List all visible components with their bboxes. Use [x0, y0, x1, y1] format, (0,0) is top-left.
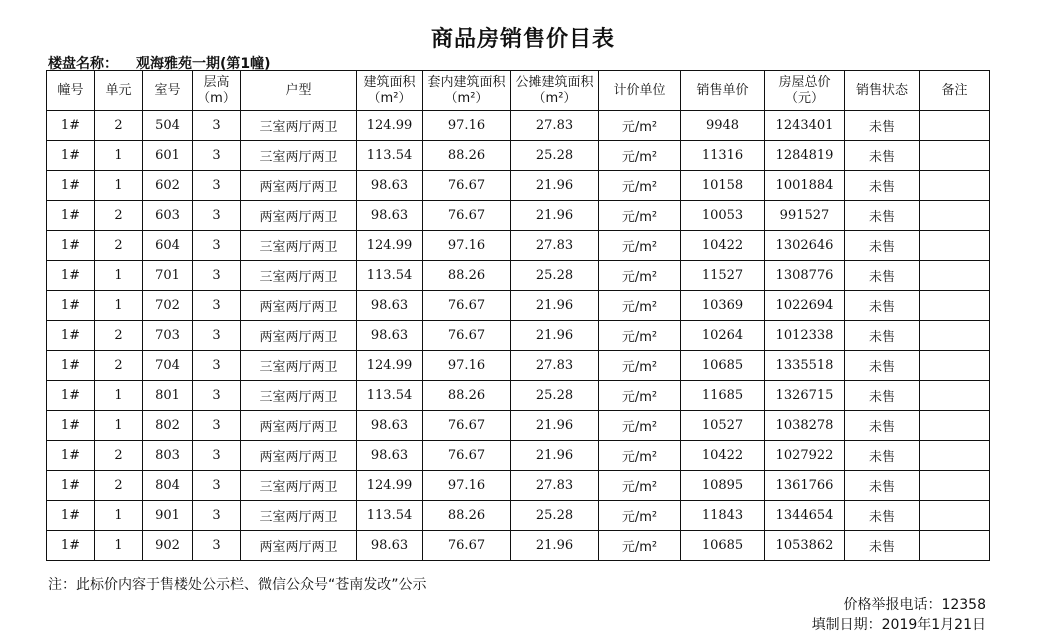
cell-shared-area: 25.28: [511, 381, 599, 411]
cell-shared-area: 25.28: [511, 141, 599, 171]
cell-building: 1#: [47, 111, 95, 141]
cell-inner-area: 76.67: [423, 441, 511, 471]
cell-building-area: 113.54: [357, 501, 423, 531]
cell-room: 803: [143, 441, 193, 471]
cell-total-price: 1284819: [765, 141, 845, 171]
table-row: [47, 501, 990, 531]
project-label: 楼盘名称：: [48, 56, 118, 72]
cell-floor-height: 3: [193, 321, 241, 351]
cell-price-unit: 元/m²: [599, 351, 681, 381]
cell-building: 1#: [47, 141, 95, 171]
cell-layout: 三室两厅两卫: [241, 141, 357, 171]
cell-price-unit: 元/m²: [599, 201, 681, 231]
cell-inner-area: 97.16: [423, 351, 511, 381]
cell-price-unit: 元/m²: [599, 501, 681, 531]
col-shared-area: 公摊建筑面积（m²）: [511, 71, 599, 111]
project-name: 观海雅苑一期(第1幢): [136, 56, 271, 72]
cell-shared-area: 21.96: [511, 321, 599, 351]
cell-room: 504: [143, 111, 193, 141]
cell-remarks: [920, 141, 990, 171]
cell-floor-height: 3: [193, 381, 241, 411]
cell-sale-status: 未售: [845, 381, 920, 411]
cell-price-unit: 元/m²: [599, 291, 681, 321]
cell-building-area: 113.54: [357, 261, 423, 291]
cell-sale-status: 未售: [845, 351, 920, 381]
table-row: [47, 141, 990, 171]
cell-sale-status: 未售: [845, 411, 920, 441]
cell-building: 1#: [47, 531, 95, 561]
table-row: [47, 351, 990, 381]
cell-floor-height: 3: [193, 501, 241, 531]
cell-shared-area: 21.96: [511, 291, 599, 321]
cell-inner-area: 88.26: [423, 261, 511, 291]
table-row: [47, 321, 990, 351]
cell-inner-area: 97.16: [423, 111, 511, 141]
cell-price-unit: 元/m²: [599, 531, 681, 561]
cell-price-unit: 元/m²: [599, 141, 681, 171]
cell-layout: 三室两厅两卫: [241, 231, 357, 261]
cell-unit-price: 11685: [681, 381, 765, 411]
cell-price-unit: 元/m²: [599, 321, 681, 351]
cell-unit: 2: [95, 351, 143, 381]
cell-room: 703: [143, 321, 193, 351]
cell-inner-area: 76.67: [423, 411, 511, 441]
cell-price-unit: 元/m²: [599, 171, 681, 201]
cell-unit-price: 10685: [681, 351, 765, 381]
cell-price-unit: 元/m²: [599, 411, 681, 441]
cell-shared-area: 27.83: [511, 231, 599, 261]
cell-unit-price: 10527: [681, 411, 765, 441]
cell-building-area: 124.99: [357, 351, 423, 381]
cell-room: 603: [143, 201, 193, 231]
cell-room: 802: [143, 411, 193, 441]
cell-floor-height: 3: [193, 351, 241, 381]
cell-building: 1#: [47, 411, 95, 441]
cell-layout: 两室两厅两卫: [241, 321, 357, 351]
cell-building: 1#: [47, 321, 95, 351]
cell-unit: 1: [95, 411, 143, 441]
cell-building: 1#: [47, 201, 95, 231]
table-row: [47, 231, 990, 261]
cell-room: 704: [143, 351, 193, 381]
cell-unit-price: 9948: [681, 111, 765, 141]
cell-unit: 2: [95, 441, 143, 471]
cell-building-area: 98.63: [357, 171, 423, 201]
cell-unit: 1: [95, 501, 143, 531]
cell-shared-area: 21.96: [511, 411, 599, 441]
table-row: [47, 471, 990, 501]
col-layout: 户型: [241, 71, 357, 111]
price-table: [46, 70, 990, 561]
col-floor-height: 层高（m）: [193, 71, 241, 111]
footer: [812, 595, 986, 635]
cell-inner-area: 97.16: [423, 471, 511, 501]
cell-layout: 三室两厅两卫: [241, 471, 357, 501]
cell-sale-status: 未售: [845, 111, 920, 141]
table-row: [47, 111, 990, 141]
col-unit: 单元: [95, 71, 143, 111]
col-room: 室号: [143, 71, 193, 111]
cell-remarks: [920, 231, 990, 261]
cell-room: 804: [143, 471, 193, 501]
cell-room: 901: [143, 501, 193, 531]
cell-total-price: 1012338: [765, 321, 845, 351]
cell-layout: 三室两厅两卫: [241, 111, 357, 141]
cell-room: 902: [143, 531, 193, 561]
cell-building: 1#: [47, 171, 95, 201]
cell-inner-area: 88.26: [423, 141, 511, 171]
col-unit-price: 销售单价: [681, 71, 765, 111]
table-row: [47, 531, 990, 561]
cell-unit: 1: [95, 141, 143, 171]
col-remarks: 备注: [920, 71, 990, 111]
cell-inner-area: 76.67: [423, 291, 511, 321]
cell-layout: 三室两厅两卫: [241, 351, 357, 381]
cell-building: 1#: [47, 501, 95, 531]
cell-unit-price: 10422: [681, 441, 765, 471]
cell-sale-status: 未售: [845, 171, 920, 201]
page-title: 商品房销售价目表: [430, 27, 615, 52]
cell-price-unit: 元/m²: [599, 471, 681, 501]
cell-remarks: [920, 501, 990, 531]
cell-inner-area: 88.26: [423, 501, 511, 531]
cell-sale-status: 未售: [845, 321, 920, 351]
cell-remarks: [920, 351, 990, 381]
cell-price-unit: 元/m²: [599, 381, 681, 411]
cell-total-price: 1302646: [765, 231, 845, 261]
cell-inner-area: 76.67: [423, 171, 511, 201]
cell-unit-price: 11843: [681, 501, 765, 531]
cell-inner-area: 76.67: [423, 321, 511, 351]
cell-remarks: [920, 531, 990, 561]
cell-remarks: [920, 171, 990, 201]
cell-remarks: [920, 111, 990, 141]
cell-price-unit: 元/m²: [599, 261, 681, 291]
cell-layout: 两室两厅两卫: [241, 291, 357, 321]
table-row: [47, 411, 990, 441]
cell-sale-status: 未售: [845, 231, 920, 261]
cell-shared-area: 21.96: [511, 201, 599, 231]
cell-unit-price: 11527: [681, 261, 765, 291]
cell-sale-status: 未售: [845, 291, 920, 321]
cell-layout: 两室两厅两卫: [241, 531, 357, 561]
cell-layout: 两室两厅两卫: [241, 201, 357, 231]
cell-total-price: 1326715: [765, 381, 845, 411]
cell-building: 1#: [47, 261, 95, 291]
col-building-area: 建筑面积（m²）: [357, 71, 423, 111]
cell-unit: 1: [95, 171, 143, 201]
cell-remarks: [920, 291, 990, 321]
cell-layout: 两室两厅两卫: [241, 411, 357, 441]
cell-total-price: 1022694: [765, 291, 845, 321]
cell-unit-price: 10895: [681, 471, 765, 501]
cell-remarks: [920, 261, 990, 291]
cell-inner-area: 76.67: [423, 201, 511, 231]
footnote: 注：此标价内容于售楼处公示栏、微信公众号“苍南发改”公示: [48, 577, 427, 593]
cell-building-area: 124.99: [357, 231, 423, 261]
cell-unit: 1: [95, 261, 143, 291]
cell-shared-area: 27.83: [511, 351, 599, 381]
cell-price-unit: 元/m²: [599, 111, 681, 141]
table-body: [47, 111, 990, 561]
cell-floor-height: 3: [193, 411, 241, 441]
cell-total-price: 1361766: [765, 471, 845, 501]
cell-total-price: 1001884: [765, 171, 845, 201]
cell-building: 1#: [47, 381, 95, 411]
cell-remarks: [920, 321, 990, 351]
cell-inner-area: 88.26: [423, 381, 511, 411]
cell-remarks: [920, 471, 990, 501]
cell-remarks: [920, 441, 990, 471]
cell-total-price: 1027922: [765, 441, 845, 471]
cell-unit-price: 10264: [681, 321, 765, 351]
cell-floor-height: 3: [193, 291, 241, 321]
col-inner-area: 套内建筑面积（m²）: [423, 71, 511, 111]
cell-building: 1#: [47, 471, 95, 501]
col-price-unit: 计价单位: [599, 71, 681, 111]
cell-floor-height: 3: [193, 261, 241, 291]
cell-total-price: 1308776: [765, 261, 845, 291]
table-row: [47, 171, 990, 201]
table-row: [47, 261, 990, 291]
cell-building: 1#: [47, 441, 95, 471]
table-row: [47, 441, 990, 471]
cell-shared-area: 27.83: [511, 111, 599, 141]
cell-floor-height: 3: [193, 231, 241, 261]
cell-inner-area: 97.16: [423, 231, 511, 261]
cell-sale-status: 未售: [845, 501, 920, 531]
cell-room: 701: [143, 261, 193, 291]
cell-shared-area: 27.83: [511, 471, 599, 501]
cell-building-area: 98.63: [357, 201, 423, 231]
cell-building: 1#: [47, 231, 95, 261]
cell-sale-status: 未售: [845, 261, 920, 291]
table-row: [47, 291, 990, 321]
cell-unit-price: 10685: [681, 531, 765, 561]
cell-total-price: 1243401: [765, 111, 845, 141]
cell-unit: 2: [95, 111, 143, 141]
cell-unit-price: 11316: [681, 141, 765, 171]
cell-room: 801: [143, 381, 193, 411]
cell-sale-status: 未售: [845, 441, 920, 471]
cell-building-area: 124.99: [357, 111, 423, 141]
cell-building: 1#: [47, 351, 95, 381]
cell-building-area: 98.63: [357, 531, 423, 561]
cell-shared-area: 21.96: [511, 531, 599, 561]
cell-layout: 三室两厅两卫: [241, 501, 357, 531]
price-hotline: 价格举报电话：12358: [843, 597, 986, 613]
cell-price-unit: 元/m²: [599, 441, 681, 471]
cell-layout: 两室两厅两卫: [241, 171, 357, 201]
cell-unit: 2: [95, 231, 143, 261]
cell-floor-height: 3: [193, 171, 241, 201]
cell-total-price: 1038278: [765, 411, 845, 441]
cell-building-area: 98.63: [357, 411, 423, 441]
cell-building-area: 113.54: [357, 381, 423, 411]
cell-unit: 1: [95, 531, 143, 561]
cell-remarks: [920, 201, 990, 231]
col-total-price: 房屋总价（元）: [765, 71, 845, 111]
cell-room: 702: [143, 291, 193, 321]
cell-unit-price: 10158: [681, 171, 765, 201]
cell-sale-status: 未售: [845, 141, 920, 171]
table-row: [47, 381, 990, 411]
cell-unit-price: 10369: [681, 291, 765, 321]
cell-shared-area: 21.96: [511, 171, 599, 201]
table-row: [47, 201, 990, 231]
cell-room: 604: [143, 231, 193, 261]
cell-shared-area: 25.28: [511, 261, 599, 291]
cell-remarks: [920, 411, 990, 441]
cell-unit: 1: [95, 291, 143, 321]
cell-unit: 2: [95, 471, 143, 501]
col-building: 幢号: [47, 71, 95, 111]
cell-sale-status: 未售: [845, 201, 920, 231]
col-sale-status: 销售状态: [845, 71, 920, 111]
cell-shared-area: 21.96: [511, 441, 599, 471]
cell-layout: 两室两厅两卫: [241, 441, 357, 471]
cell-remarks: [920, 381, 990, 411]
cell-building-area: 113.54: [357, 141, 423, 171]
cell-inner-area: 76.67: [423, 531, 511, 561]
cell-shared-area: 25.28: [511, 501, 599, 531]
cell-floor-height: 3: [193, 141, 241, 171]
cell-total-price: 1053862: [765, 531, 845, 561]
cell-floor-height: 3: [193, 441, 241, 471]
cell-room: 601: [143, 141, 193, 171]
cell-total-price: 1335518: [765, 351, 845, 381]
fill-date: 填制日期：2019年1月21日: [811, 617, 986, 633]
cell-price-unit: 元/m²: [599, 231, 681, 261]
cell-layout: 三室两厅两卫: [241, 261, 357, 291]
cell-floor-height: 3: [193, 531, 241, 561]
header-row: [47, 71, 990, 111]
cell-floor-height: 3: [193, 201, 241, 231]
cell-room: 602: [143, 171, 193, 201]
cell-unit: 1: [95, 381, 143, 411]
cell-building-area: 98.63: [357, 441, 423, 471]
cell-sale-status: 未售: [845, 531, 920, 561]
cell-layout: 三室两厅两卫: [241, 381, 357, 411]
cell-unit-price: 10422: [681, 231, 765, 261]
cell-unit: 2: [95, 321, 143, 351]
cell-building: 1#: [47, 291, 95, 321]
cell-building-area: 124.99: [357, 471, 423, 501]
cell-building-area: 98.63: [357, 321, 423, 351]
cell-floor-height: 3: [193, 111, 241, 141]
cell-building-area: 98.63: [357, 291, 423, 321]
cell-total-price: 1344654: [765, 501, 845, 531]
cell-sale-status: 未售: [845, 471, 920, 501]
cell-floor-height: 3: [193, 471, 241, 501]
cell-total-price: 991527: [765, 201, 845, 231]
cell-unit-price: 10053: [681, 201, 765, 231]
cell-unit: 2: [95, 201, 143, 231]
